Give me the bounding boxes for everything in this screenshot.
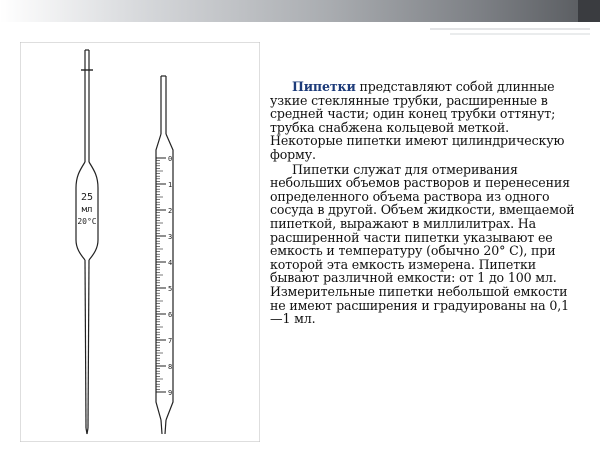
term-pipettes: Пипетки — [292, 79, 356, 94]
header-bar-end — [578, 0, 600, 22]
paragraph-2: Пипетки служат для отмеривания небольших объемов растворов и перенесения определенного объема раствора из одного сосуда в другой. Объем жидкости, вмещаемой пипеткой, выражают в миллилитрах. На расширенной части пипетки указывают ее емкость и температуру (обычно 20° С), при которой эта емкость измерена. Пипетки бывают различной емкости: от 1 до 100 мл. Измерительные пипетки небольшой емкости не имеют расширения и градуированы на 0,1—1 мл. — [270, 161, 575, 327]
scale-label: 4 — [168, 259, 173, 267]
description-text — [270, 80, 580, 326]
scale-label: 9 — [168, 389, 173, 397]
bulb-temperature-label: 20°С — [77, 217, 97, 226]
decorative-lines — [430, 26, 590, 40]
scale-label: 0 — [168, 155, 173, 163]
scale-label: 3 — [168, 233, 173, 241]
scale-label: 7 — [168, 337, 173, 345]
bulb-unit-label: мл — [81, 205, 93, 215]
scale-label: 8 — [168, 363, 173, 371]
header-bar — [0, 0, 600, 22]
pipette-illustration — [20, 42, 260, 442]
paragraph-1 — [270, 80, 580, 162]
scale-label: 6 — [168, 311, 173, 319]
pipettes-drawing — [20, 42, 260, 442]
scale-label: 5 — [168, 285, 173, 293]
scale-label: 1 — [168, 181, 173, 189]
paragraph-1-text: представляют собой длинные узкие стеклянные трубки, расширенные в средней части; один конец трубки оттянут; трубка снабжена кольцевой меткой. Некоторые пипетки имеют цилиндрическую форму. — [270, 79, 565, 162]
bulb-volume-label: 25 — [80, 192, 94, 203]
scale-label: 2 — [168, 207, 173, 215]
